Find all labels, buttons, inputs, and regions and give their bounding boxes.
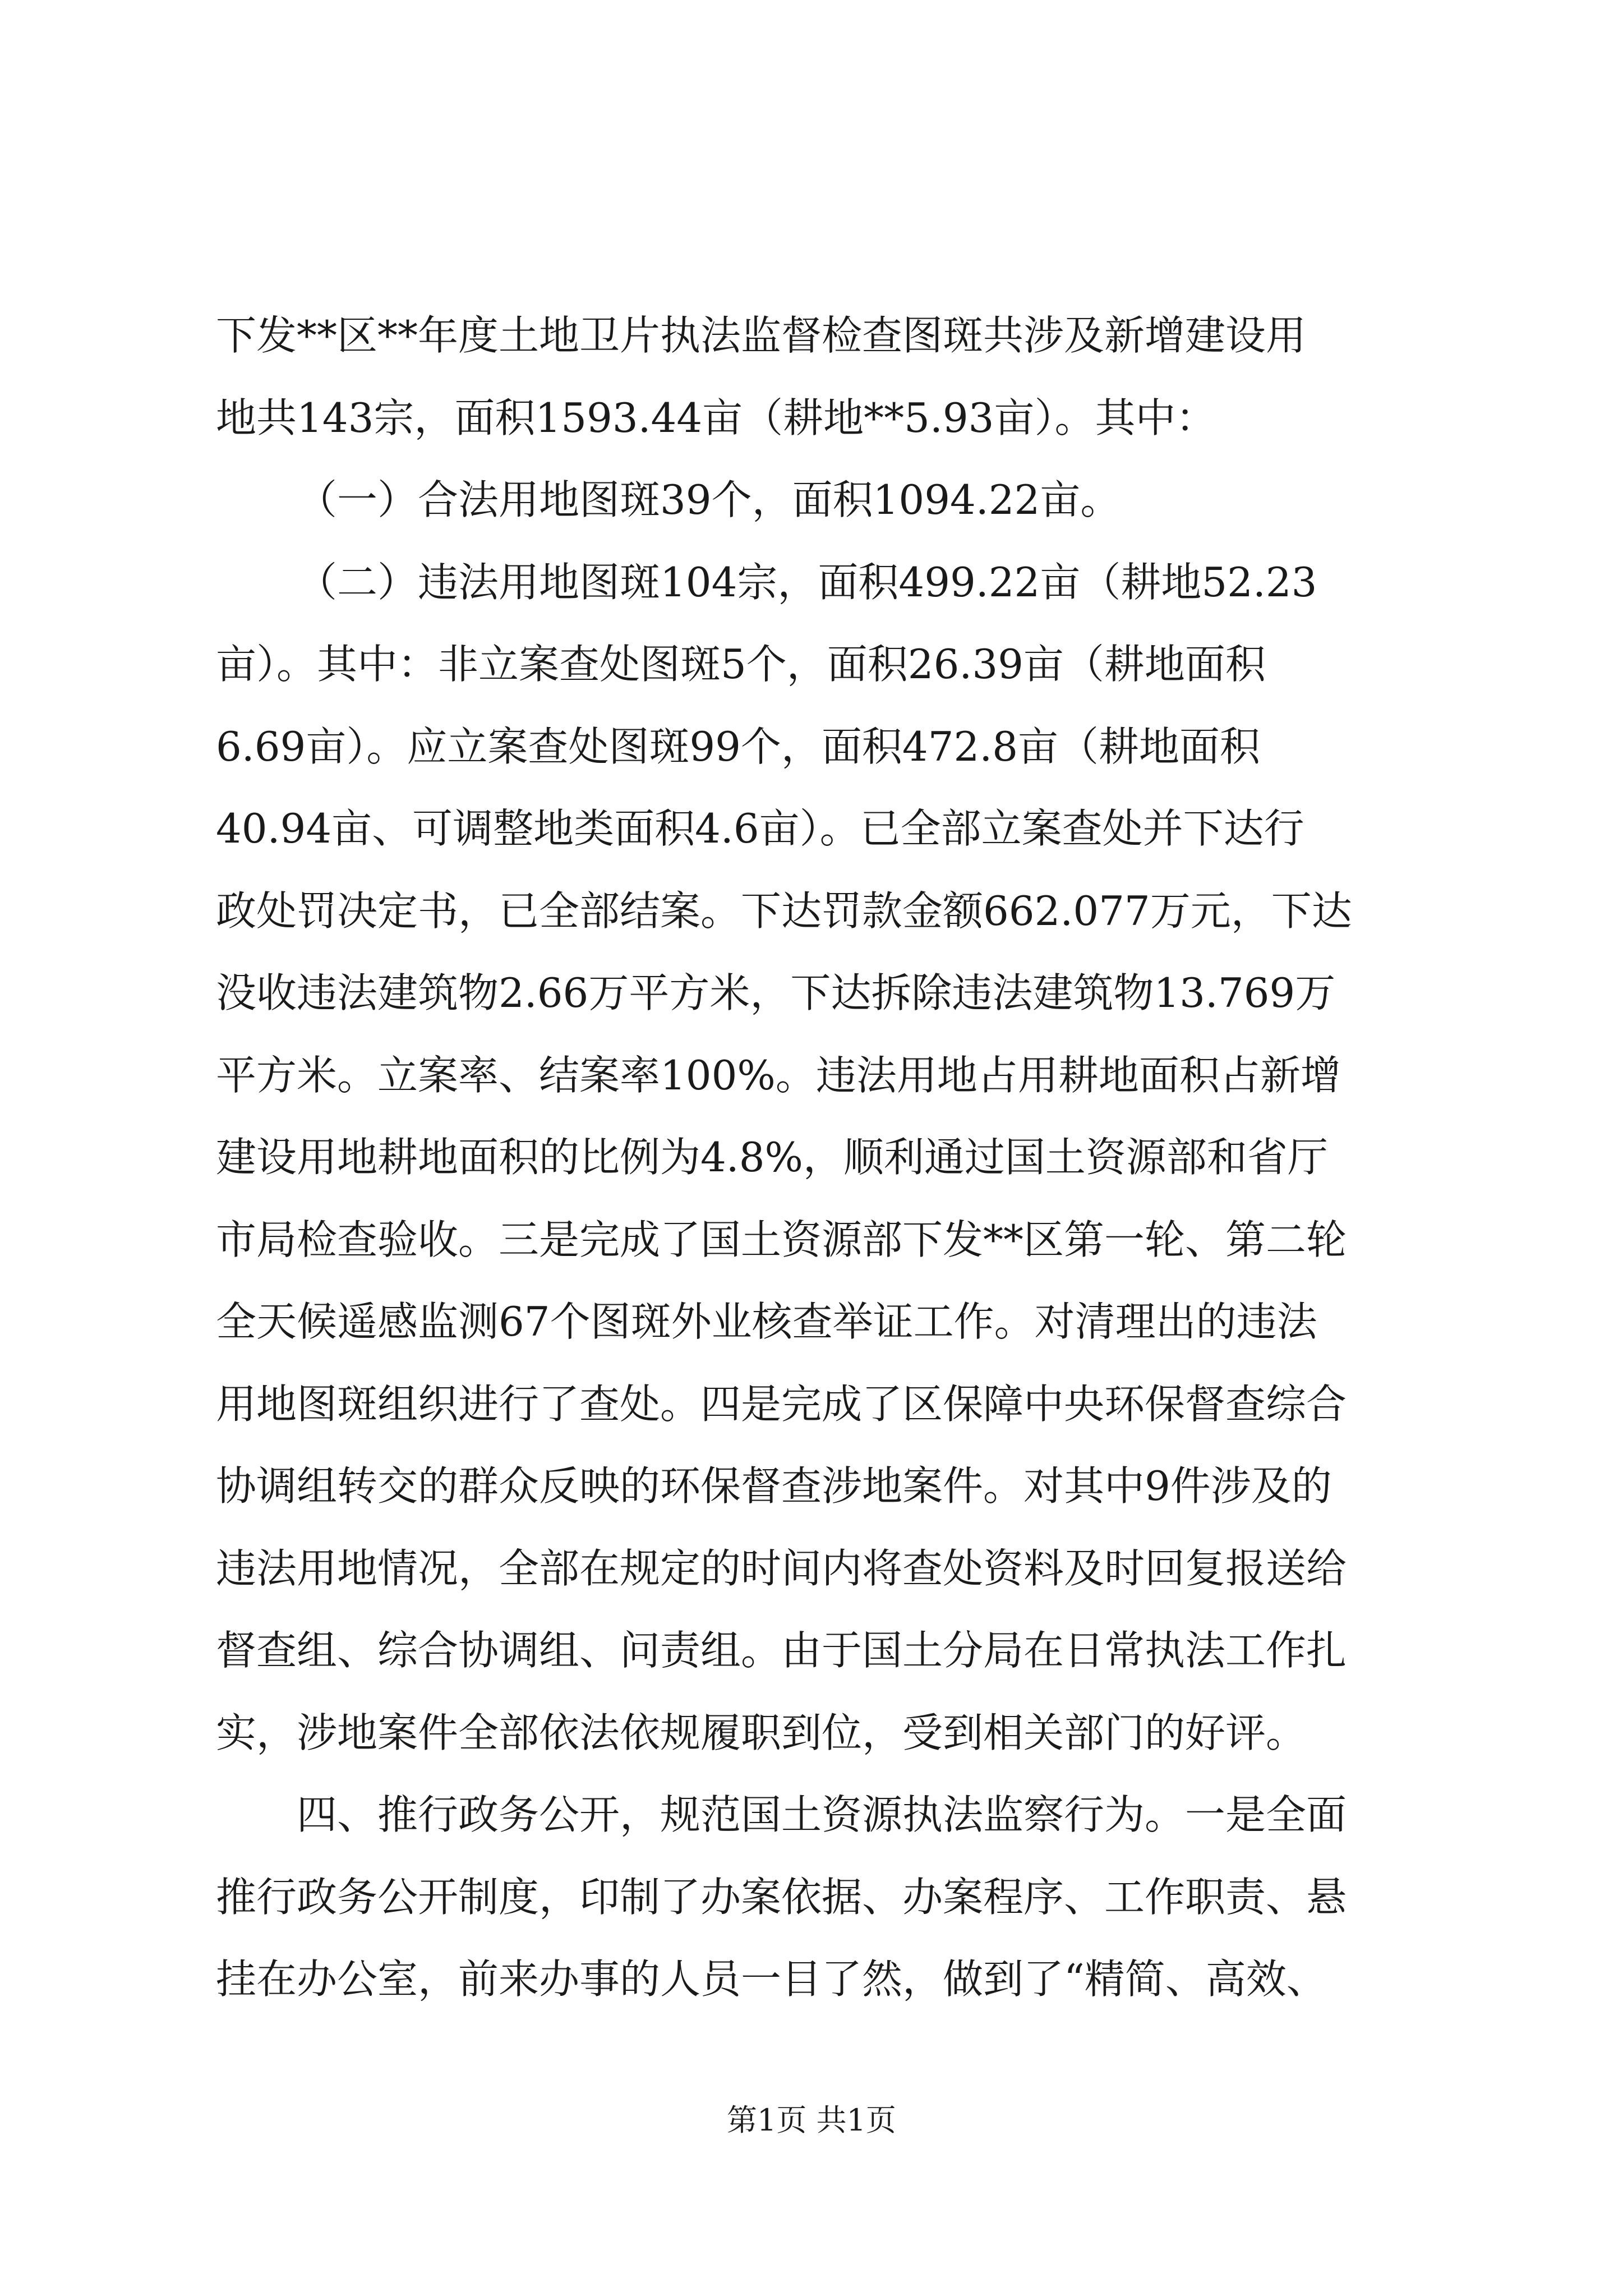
page-footer <box>0 2101 1623 2140</box>
text-line: 违法用地情况，全部在规定的时间内将查处资料及时回复报送给 <box>216 1544 1347 1592</box>
text-line: （一）合法用地图斑39个，面积1094.22亩。 <box>297 476 1121 523</box>
text-line: 实，涉地案件全部依法依规履职到位，受到相关部门的好评。 <box>216 1709 1307 1756</box>
text-line: 挂在办公室，前来办事的人员一目了然，做到了“精简、高效、 <box>216 1955 1327 2003</box>
text-line: 市局检查验收。三是完成了国土资源部下发**区第一轮、第二轮 <box>216 1216 1347 1263</box>
text-line: 40.94亩、可调整地类面积4.6亩）。已全部立案查处并下达行 <box>216 805 1304 852</box>
text-line: 6.69亩）。应立案查处图斑99个，面积472.8亩（耕地面积 <box>216 723 1261 770</box>
text-line: 下发**区**年度土地卫片执法监督检查图斑共涉及新增建设用 <box>216 312 1307 359</box>
text-line: 建设用地耕地面积的比例为4.8%，顺利通过国土资源部和省厅 <box>216 1134 1328 1181</box>
text-line: 没收违法建筑物2.66万平方米，下达拆除违法建筑物13.769万 <box>216 969 1336 1016</box>
text-line: 用地图斑组织进行了查处。四是完成了区保障中央环保督查综合 <box>216 1380 1347 1428</box>
text-line: 推行政务公开制度，印制了办案依据、办案程序、工作职责、悬 <box>216 1873 1347 1921</box>
text-line: 督查组、综合协调组、问责组。由于国土分局在日常执法工作扎 <box>216 1627 1347 1674</box>
text-line: 协调组转交的群众反映的环保督查涉地案件。对其中9件涉及的 <box>216 1462 1332 1510</box>
text-line: （二）违法用地图斑104宗，面积499.22亩（耕地52.23 <box>297 558 1317 606</box>
text-line: 政处罚决定书，已全部结案。下达罚款金额662.077万元，下达 <box>216 887 1352 935</box>
text-line: 四、推行政务公开，规范国土资源执法监察行为。一是全面 <box>297 1791 1347 1838</box>
text-line: 全天候遥感监测67个图斑外业核查举证工作。对清理出的违法 <box>216 1298 1317 1345</box>
document-body <box>216 295 1413 2021</box>
text-line: 平方米。立案率、结案率100%。违法用地占用耕地面积占新增 <box>216 1051 1341 1099</box>
text-line: 亩）。其中：非立案查处图斑5个，面积26.39亩（耕地面积 <box>216 641 1266 688</box>
page-number: 第1页 共1页 <box>727 2102 896 2138</box>
text-line: 地共143宗，面积1593.44亩（耕地**5.93亩）。其中： <box>216 394 1216 441</box>
